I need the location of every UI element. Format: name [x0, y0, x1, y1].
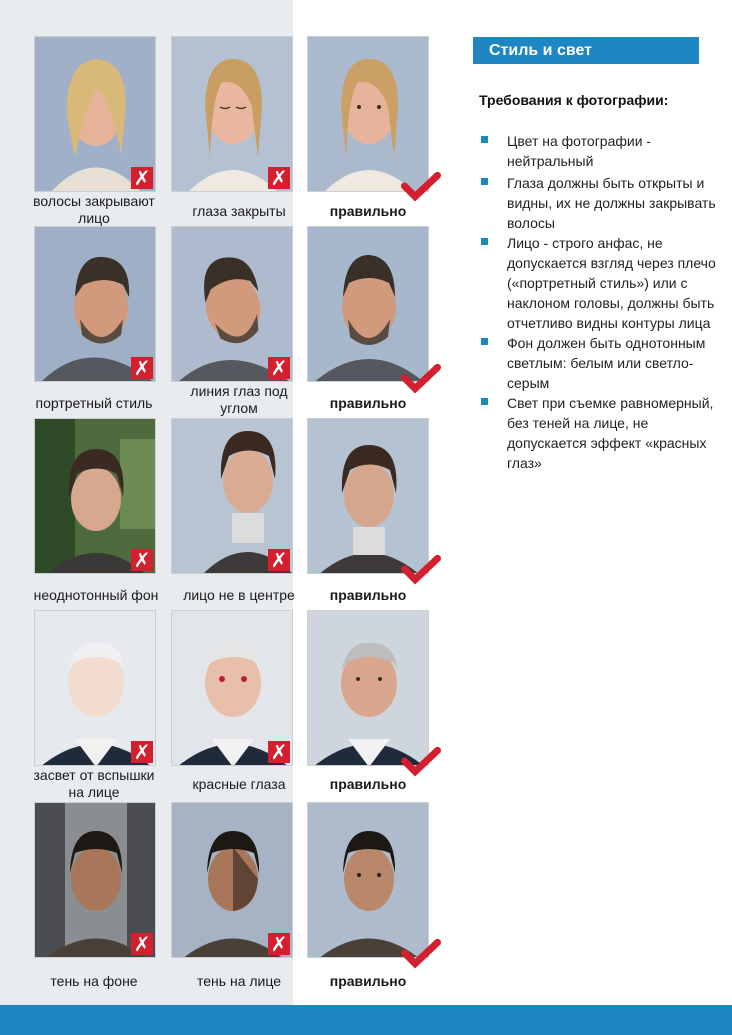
photo-face-not-centered	[171, 418, 293, 574]
wrong-mark-icon: ✗	[268, 357, 290, 379]
photo-correct-4	[307, 610, 429, 766]
photo-face-shadow	[171, 802, 293, 958]
wrong-mark-icon: ✗	[131, 741, 153, 763]
correct-check-icon	[401, 745, 441, 777]
caption-correct-5: правильно	[329, 973, 407, 989]
photo-correct-3	[307, 418, 429, 574]
caption-red-eyes: красные глаза	[192, 776, 286, 792]
photo-background-shadow	[34, 802, 156, 958]
bullet-icon	[481, 398, 488, 405]
caption-face-shadow: тень на лице	[197, 973, 281, 989]
section-title: Стиль и свет	[473, 37, 699, 64]
photo-hair-covers-face	[34, 36, 156, 192]
caption-face-not-centered: лицо не в центре	[183, 587, 295, 603]
requirements-heading: Требования к фотографии:	[479, 92, 669, 108]
wrong-mark-icon: ✗	[131, 167, 153, 189]
correct-check-icon	[401, 553, 441, 585]
list-item	[479, 173, 719, 233]
wrong-mark-icon: ✗	[268, 549, 290, 571]
caption-uneven-background: неоднотонный фон	[33, 587, 159, 603]
photo-tilted-eyeline	[171, 226, 293, 382]
caption-background-shadow: тень на фоне	[50, 973, 138, 989]
photo-correct-5	[307, 802, 429, 958]
caption-correct-1: правильно	[329, 203, 407, 219]
bullet-icon	[481, 136, 488, 143]
caption-portrait-style: портретный стиль	[35, 395, 153, 411]
requirement-text: Цвет на фотографии - нейтральный	[507, 133, 652, 169]
list-item	[479, 333, 719, 393]
bullet-icon	[481, 178, 488, 185]
wrong-mark-icon: ✗	[131, 357, 153, 379]
correct-check-icon	[401, 937, 441, 969]
wrong-mark-icon: ✗	[131, 933, 153, 955]
requirement-text: Лицо - строго анфас, не допускается взгляд через плечо («портретный стиль») или с наклоном головы, должны быть отчетливо видны контуры лица	[507, 235, 716, 331]
caption-eyes-closed: глаза закрыты	[192, 203, 286, 219]
requirement-text: Глаза должны быть открыты и видны, их не должны закрывать волосы	[507, 175, 716, 231]
wrong-mark-icon: ✗	[131, 549, 153, 571]
photo-flash-glare	[34, 610, 156, 766]
wrong-mark-icon: ✗	[268, 741, 290, 763]
photo-red-eyes	[171, 610, 293, 766]
wrong-mark-icon: ✗	[268, 933, 290, 955]
photo-correct-1	[307, 36, 429, 192]
requirements-list	[479, 131, 719, 473]
requirement-text: Свет при съемке равномерный, без теней на лице, не допускается эффект «красных глаз»	[507, 395, 714, 471]
caption-correct-4: правильно	[329, 776, 407, 792]
photo-correct-2	[307, 226, 429, 382]
photo-portrait-style	[34, 226, 156, 382]
photo-uneven-background	[34, 418, 156, 574]
caption-tilted-eyeline: линия глаз под углом	[190, 383, 288, 416]
photo-eyes-closed	[171, 36, 293, 192]
caption-hair-covers-face: волосы закрывают лицо	[33, 193, 155, 226]
correct-check-icon	[401, 362, 441, 394]
list-item	[479, 393, 719, 473]
correct-check-icon	[401, 170, 441, 202]
wrong-mark-icon: ✗	[268, 167, 290, 189]
caption-correct-3: правильно	[329, 587, 407, 603]
caption-correct-2: правильно	[329, 395, 407, 411]
bullet-icon	[481, 238, 488, 245]
requirement-text: Фон должен быть однотонным светлым: белым или светло-серым	[507, 335, 706, 391]
list-item	[479, 233, 719, 333]
bullet-icon	[481, 338, 488, 345]
caption-flash-glare: засвет от вспышки на лице	[33, 767, 155, 800]
footer-bar	[0, 1005, 732, 1035]
list-item	[479, 131, 719, 171]
